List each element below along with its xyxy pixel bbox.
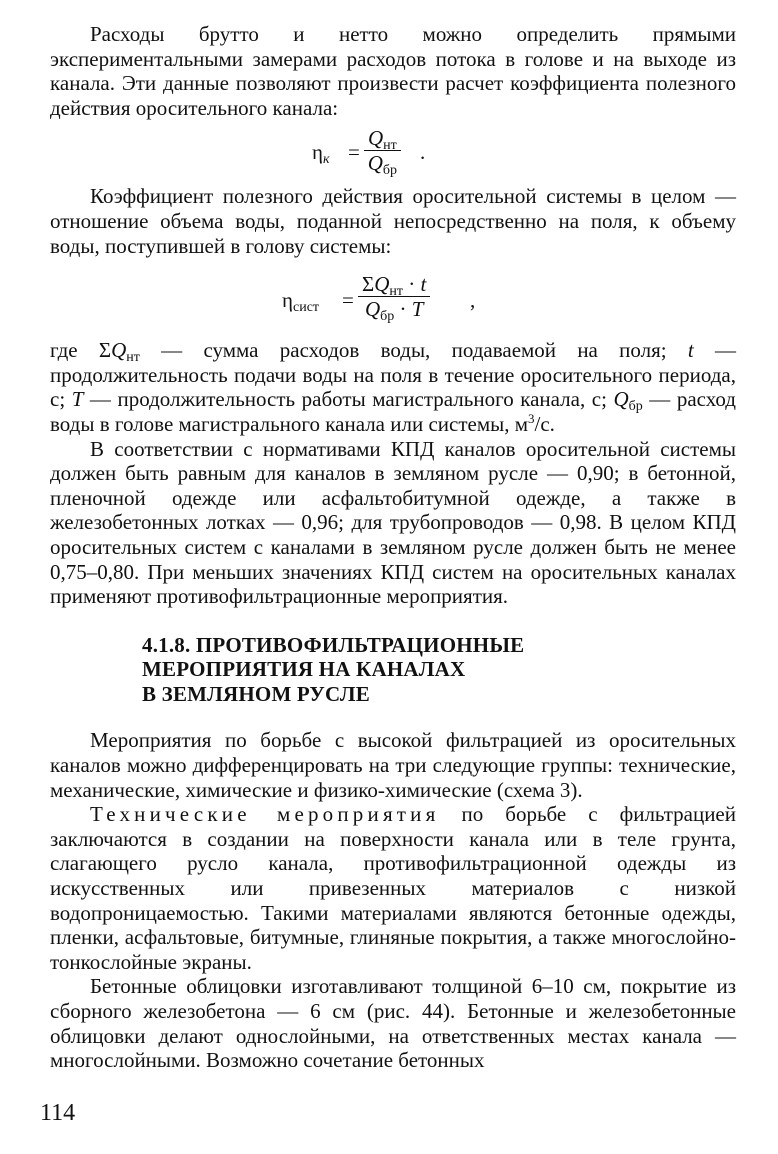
formula-equals: = (348, 140, 360, 165)
formula2-lhs: $\eta_{сист}$ (282, 288, 320, 316)
formula2-end: , (470, 288, 476, 313)
paragraph-system-efficiency: Коэффициент полезного действия оросительной системы в целом — отношение объема воды, поданной непосредственно на поля, к объему воды, поступившей в голову системы: (50, 184, 736, 258)
paragraph-intro: Расходы брутто и нетто можно определить прямыми экспериментальными замерами расходов потока в голове и на выходе из канала. Эти данные позволяют произвести расчет коэффициента полезного действия оросительного канала: (50, 22, 736, 120)
section-heading-line-1: 4.1.8. ПРОТИВОФИЛЬТРАЦИОННЫЕ (142, 632, 525, 657)
formula-end: . (420, 140, 426, 165)
paragraph-concrete-lining: Бетонные облицовки изготавливают толщиной 6–10 см, покрытие из сборного железобетона — 6 см (рис. 44). Бетонные и железобетонные облицовки делают однослойными, на ответственных местах канала — многослойными. Возможно сочетание бетонных (50, 974, 736, 1073)
formula-lhs: $\eta_к$ (312, 140, 330, 168)
formula2-fraction: $\Sigma Q_{нт} \cdot t$ $Q_{бр} \cdot T$ (358, 272, 430, 321)
formula-system-efficiency (50, 258, 736, 338)
section-heading-line-2: МЕРОПРИЯТИЯ НА КАНАЛАХ (142, 657, 466, 682)
page-content (50, 22, 736, 1073)
paragraph-norms: В соответствии с нормативами КПД каналов оросительной системы должен быть равным для каналов в земляном русле — 0,90; в бетонной, пленочной одежде или асфальтобитумной одежде, а также в железобетонных лотках — 0,96; для трубопроводов — 0,98. В целом КПД оросительных систем с каналами в земляном русле должен быть не менее 0,75–0,80. При меньших значениях КПД систем на оросительных каналах применяют противофильтрационные мероприятия. (50, 436, 736, 609)
formula-fraction: $Q_{нт}$ $Q_{бр}$ (364, 126, 401, 175)
formula2-equals: = (342, 288, 354, 313)
paragraph-measures-groups: Мероприятия по борьбе с высокой фильтрацией из оросительных каналов можно дифференцировать на три следующие группы: технические, механические, химические и физико-химические (схема 3). (50, 728, 736, 802)
formula-canal-efficiency (50, 120, 736, 184)
paragraph-technical-measures: Технические мероприятия по борьбе с фильтрацией заключаются в создании на поверхности канала или в теле грунта, слагающего русло канала, противофильтрационной одежды из искусственных или привезенных материалов с низкой водопроницаемостью. Такими материалами являются бетонные одежды, пленки, асфальтовые, битумные, глиняные покрытия, а также многослойно-тонкослойные экраны. (50, 802, 736, 974)
section-heading (142, 633, 736, 707)
page-number: 114 (40, 1100, 76, 1126)
section-heading-line-3: В ЗЕМЛЯНОМ РУСЛЕ (142, 681, 370, 706)
paragraph-where: где $\Sigma Q_{нт}$ — сумма расходов воды, подаваемой на поля; t — продолжительность подачи воды на поля в течение оросительного периода, с; T — продолжительность работы магистрального канала, с; $Q_{бр}$ — расход воды в голове магистрального канала или системы, $м^3/с$. (50, 338, 736, 436)
